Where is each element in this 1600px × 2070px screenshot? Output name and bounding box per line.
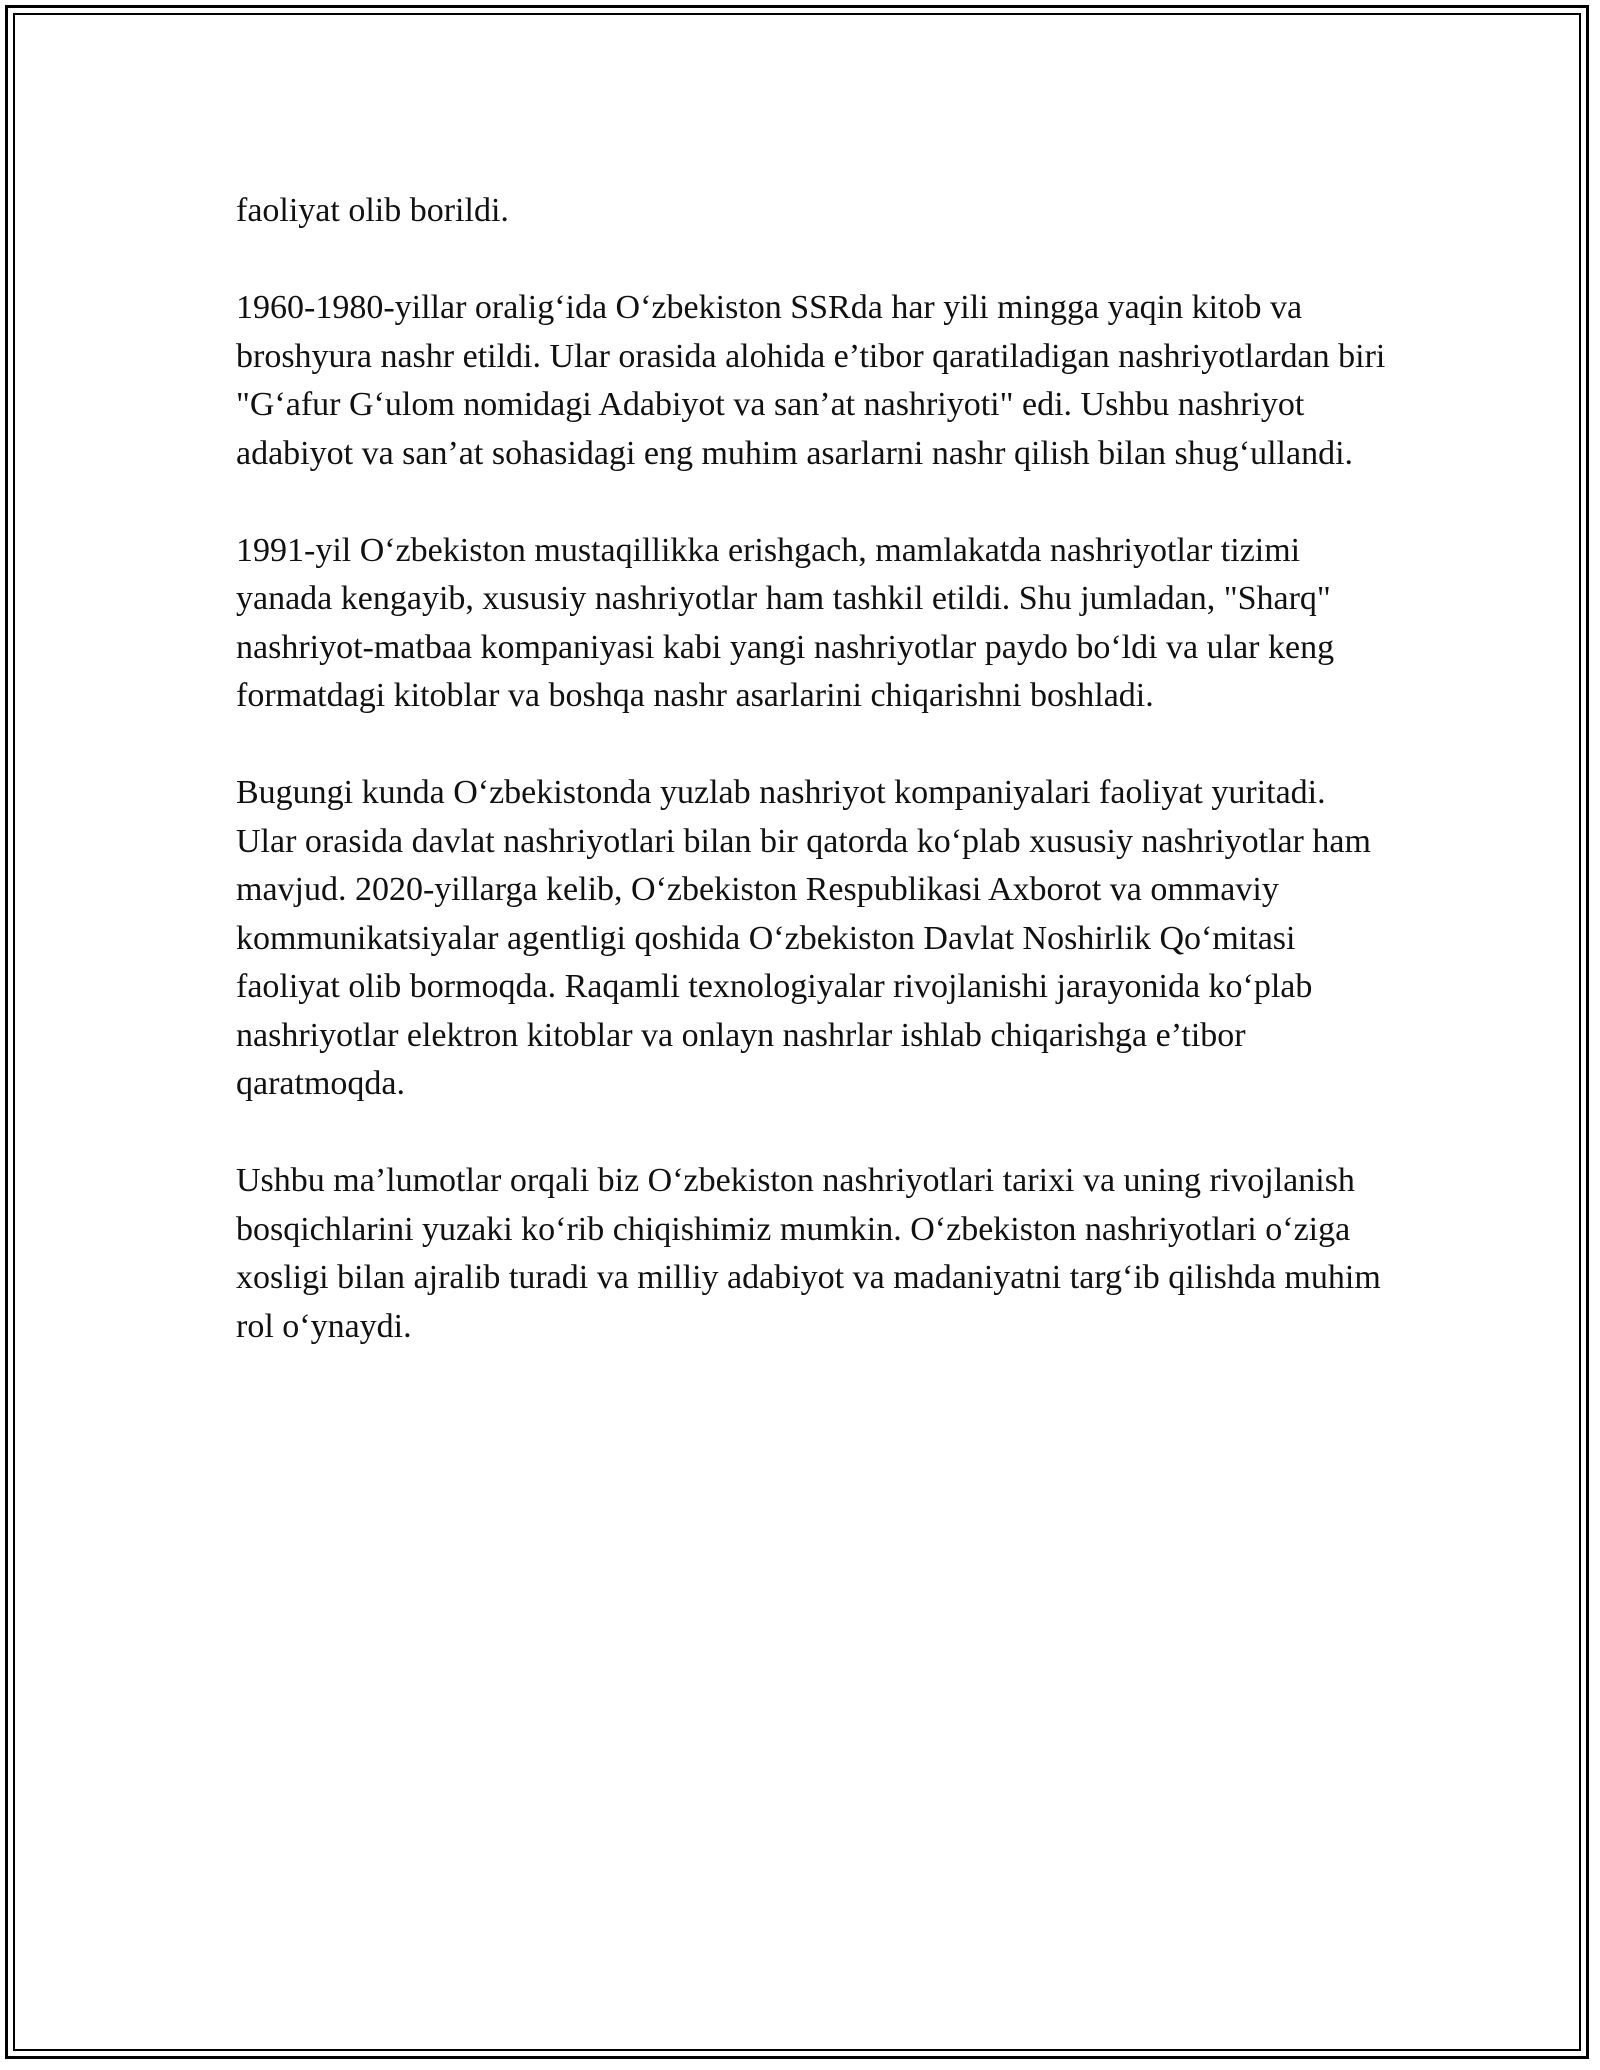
paragraph-4: Bugungi kunda O‘zbekistonda yuzlab nashriyot kompaniyalari faoliyat yuritadi. Ular orasida davlat nashriyotlari bilan bir qatorda ko‘plab xususiy nashriyotlar ham mavjud. 2020-yillarga kelib, O‘zbekiston Respublikasi Axborot va ommaviy kommunikatsiyalar agentligi qoshida O‘zbekiston Davlat Noshirlik Qo‘mitasi faoliyat olib bormoqda. Raqamli texnologiyalar rivojlanishi jarayonida ko‘plab nashriyotlar elektron kitoblar va onlayn nashrlar ishlab chiqarishga e’tibor qaratmoqda. bbox=[236, 774, 1371, 1102]
paragraph-3: 1991-yil O‘zbekiston mustaqillikka erishgach, mamlakatda nashriyotlar tizimi yanada kengayib, xususiy nashriyotlar ham tashkil etildi. Shu jumladan, "Sharq" nashriyot-matbaa kompaniyasi kabi yangi nashriyotlar paydo bo‘ldi va ular keng formatdagi kitoblar va boshqa nashr asarlarini chiqarishni boshladi. bbox=[236, 531, 1335, 714]
document-body bbox=[236, 187, 1386, 1400]
paragraph-5: Ushbu ma’lumotlar orqali biz O‘zbekiston nashriyotlari tarixi va uning rivojlanish bosqichlarini yuzaki ko‘rib chiqishimiz mumkin. O‘zbekiston nashriyotlari o‘ziga xosligi bilan ajralib turadi va milliy adabiyot va madaniyatni targ‘ib qilishda muhim rol o‘ynaydi. bbox=[236, 1162, 1381, 1345]
paragraph-1: faoliyat olib borildi. bbox=[236, 192, 509, 229]
paragraph-2: 1960-1980-yillar oralig‘ida O‘zbekiston SSRda har yili mingga yaqin kitob va broshyura nashr etildi. Ular orasida alohida e’tibor qaratiladigan nashriyotlardan biri "G‘afur G‘ulom nomidagi Adabiyot va san’at nashriyoti" edi. Ushbu nashriyot adabiyot va san’at sohasidagi eng muhim asarlarni nashr qilish bilan shug‘ullandi. bbox=[236, 289, 1386, 472]
